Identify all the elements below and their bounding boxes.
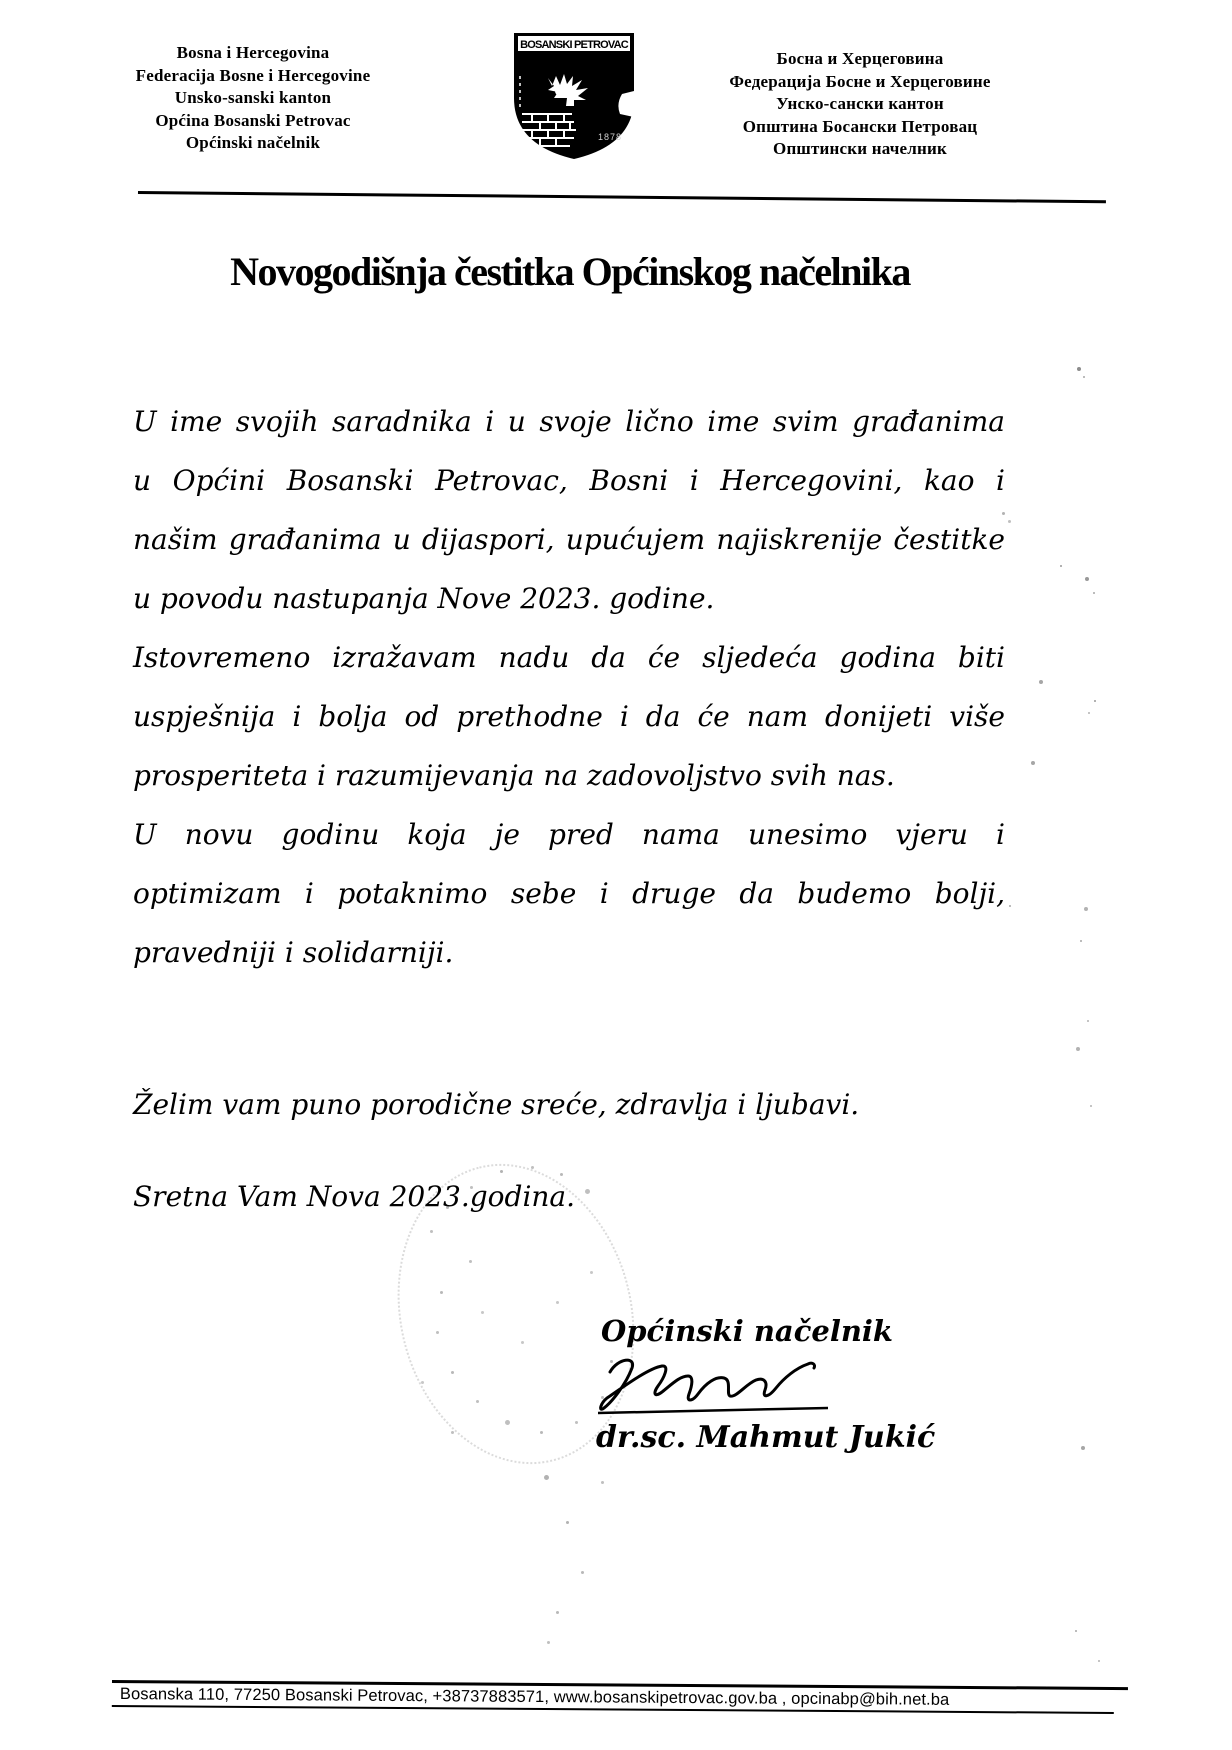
footer-contact-line: Bosanska 110, 77250 Bosanski Petrovac, +38737883571, www.bosanskipetrovac.gov.ba , opcinabp@bih.net.ba [119,1685,950,1709]
coat-of-arms-banner-text: BOSANSKI PETROVAC [520,39,628,51]
header-right-line: Босна и Херцеговина [776,49,944,68]
header-left-line: Bosna i Hercegovina [176,43,330,62]
body-line: prosperiteta i razumijevanja na zadovoljstvo svih nas. [133,759,895,792]
coat-of-arms [510,18,638,164]
signature-role: Općinski načelnik [601,1314,894,1348]
body-line: Istovremeno izražavam nadu da će sljedeća godina biti [133,641,1005,674]
coat-of-arms-year-text: 1878 [598,132,623,142]
header-right-line: Општина Босански Петровац [742,116,978,136]
closing-line: Želim vam puno porodične sreće, zdravlja i ljubavi. [133,1088,860,1121]
header-right-line: Општински начелник [773,139,947,158]
body-line: U novu godinu koja je pred nama unesimo vjeru i [133,818,1005,851]
scan-noise [0,0,3,3]
header-left-block [118,42,388,155]
body-line: optimizam i potaknimo sebe i druge da budemo bolji, [133,877,1005,910]
header-left-line: Općina Bosanski Petrovac [155,110,351,130]
page-title: Novogodišnja čestitka Općinskog načelnika [230,249,910,294]
footer [112,1680,1142,1714]
body-line: našim građanima u dijaspori, upućujem najiskrenije čestitke [133,523,1005,556]
body-line: pravedniji i solidarniji. [133,936,454,969]
header-right-line: Унско-сански кантон [776,94,944,113]
header-left-line: Unsko-sanski kanton [174,88,332,107]
body-line: uspješnija i bolja od prethodne i da će nam donijeti više [133,700,1005,733]
header-right-line: Федерација Босне и Херцеговине [729,71,991,91]
coat-of-arms-shield-icon [510,18,638,164]
signature-name: dr.sc. Mahmut Jukić [596,1420,936,1455]
header-left-line: Općinski načelnik [185,133,321,152]
header-right-block [710,48,1010,161]
letter-body [133,392,1005,982]
body-line: U ime svojih saradnika i u svoje lično ime svim građanima [133,405,1005,438]
body-line: u povodu nastupanja Nove 2023. godine. [133,582,715,615]
header-divider [138,191,1106,203]
header-left-line: Federacija Bosne i Hercegovine [135,65,371,85]
body-line: u Općini Bosanski Petrovac, Bosni i Hercegovini, kao i [133,464,1005,497]
closing-line: Sretna Vam Nova 2023.godina. [133,1180,576,1213]
